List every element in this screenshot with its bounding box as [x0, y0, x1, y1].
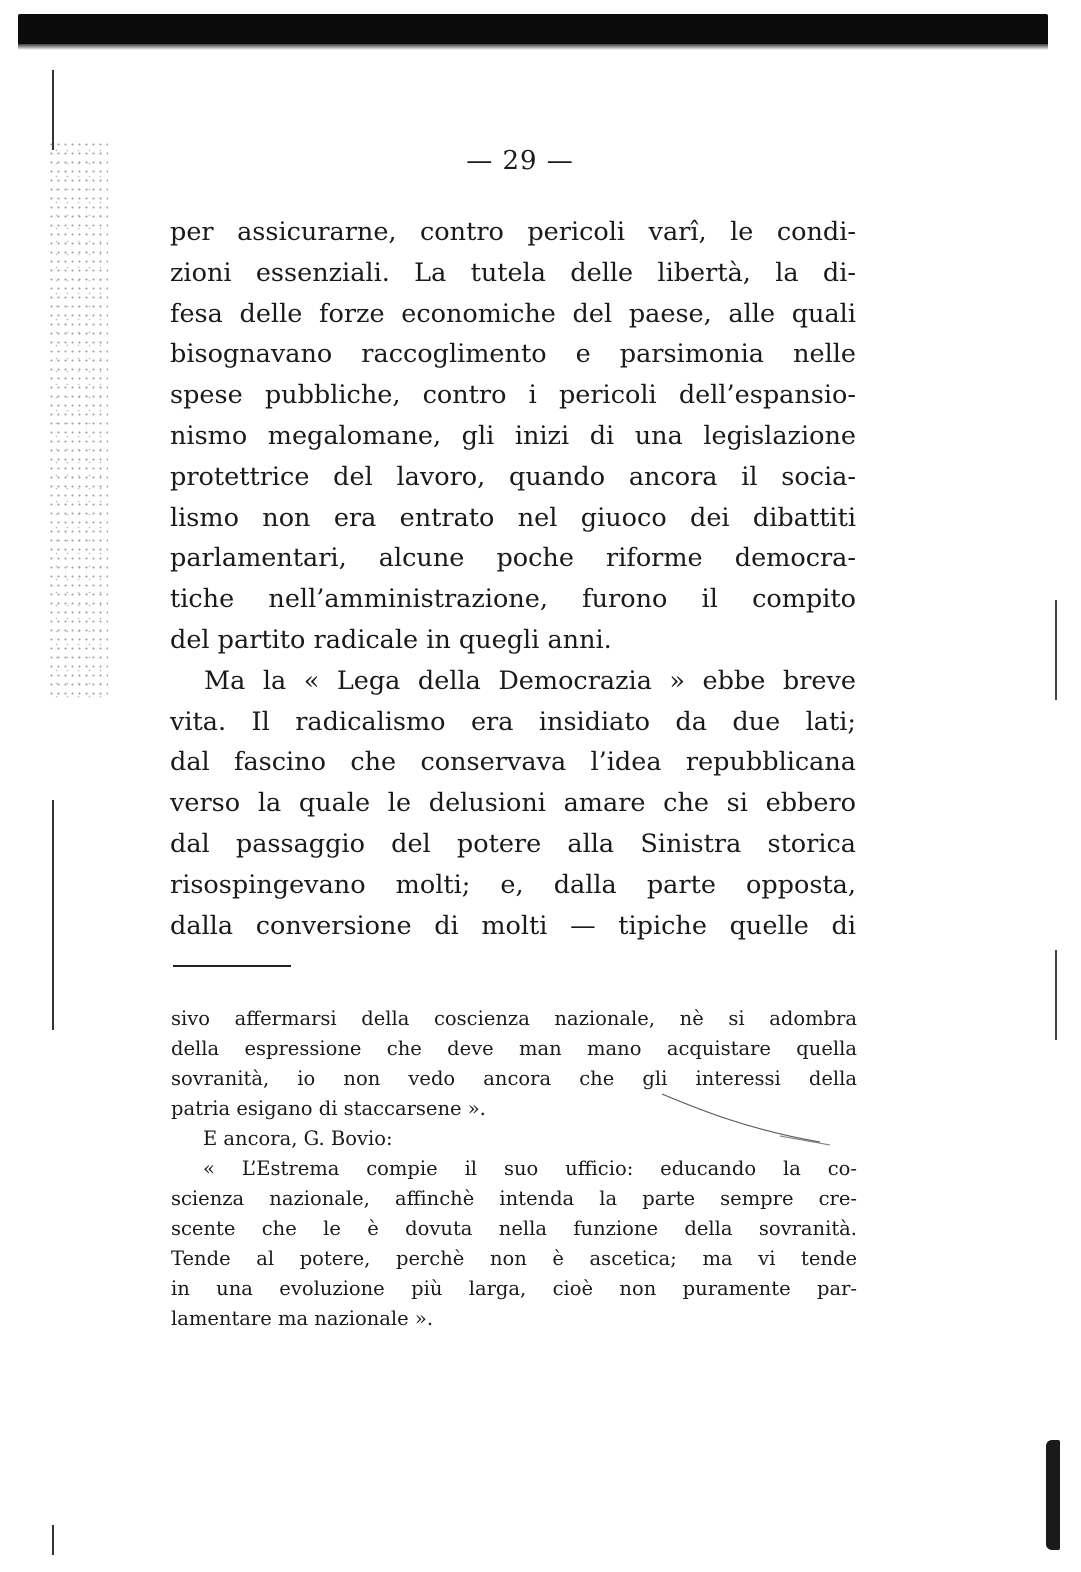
gutter-speckle — [48, 140, 108, 700]
text-line: dalla conversione di molti — tipiche quelle di — [170, 910, 856, 941]
text-line: dal fascino che conservava l’idea repubblicana — [170, 747, 856, 778]
footnote-line: scienza nazionale, affinchè intenda la parte sempre cre- — [171, 1187, 857, 1210]
footnote-line: patria esigano di staccarsene ». — [171, 1097, 486, 1120]
text-line: verso la quale le delusioni amare che si ebbero — [170, 788, 856, 819]
footnote-separator — [173, 965, 291, 967]
footnote-line: della espressione che deve man mano acquistare quella — [171, 1037, 857, 1060]
text-line: bisognavano raccoglimento e parsimonia nelle — [170, 339, 856, 370]
text-line: spese pubbliche, contro i pericoli dell’espansio- — [170, 380, 856, 411]
corner-ink-blot — [1046, 1440, 1060, 1550]
text-line: del partito radicale in quegli anni. — [170, 624, 612, 655]
text-line: tiche nell’amministrazione, furono il compito — [170, 584, 856, 615]
binding-mark-lower — [52, 800, 54, 1030]
text-line: dal passaggio del potere alla Sinistra storica — [170, 828, 856, 859]
scan-border-top — [18, 14, 1048, 46]
binding-mark-bottom — [52, 1525, 54, 1555]
text-line: parlamentari, alcune poche riforme democra- — [170, 543, 856, 574]
text-line: nismo megalomane, gli inizi di una legislazione — [170, 420, 856, 451]
footnote-line: lamentare ma nazionale ». — [171, 1307, 434, 1330]
footnote-line: Tende al potere, perchè non è ascetica; ma vi tende — [171, 1247, 857, 1270]
footnote-line: sivo affermarsi della coscienza nazionale, nè si adombra — [171, 1007, 857, 1030]
footnote-line: in una evoluzione più larga, cioè non puramente par- — [171, 1277, 857, 1300]
binding-mark-upper — [52, 70, 54, 150]
text-line: risospingevano molti; e, dalla parte opposta, — [170, 869, 856, 900]
text-line: vita. Il radicalismo era insidiato da due lati; — [170, 706, 856, 737]
page-number: — 29 — — [466, 146, 574, 176]
pencil-scribble — [660, 1090, 860, 1150]
right-edge-mark-upper — [1055, 600, 1057, 700]
text-line: protettrice del lavoro, quando ancora il socia- — [170, 461, 856, 492]
text-line: per assicurarne, contro pericoli varî, le condi- — [170, 217, 856, 247]
main-text-block — [170, 212, 856, 946]
text-line: lismo non era entrato nel giuoco dei dibattiti — [170, 502, 856, 533]
footnote-block — [171, 1004, 857, 1334]
text-line: Ma la « Lega della Democrazia » ebbe breve — [204, 665, 856, 696]
footnote-line: sovranità, io non vedo ancora che gli interessi della — [171, 1067, 857, 1090]
footnote-line: E ancora, G. Bovio: — [203, 1127, 393, 1150]
scan-border-shadow — [18, 44, 1048, 50]
footnote-line: scente che le è dovuta nella funzione della sovranità. — [171, 1217, 857, 1240]
text-line: fesa delle forze economiche del paese, alle quali — [170, 298, 856, 329]
footnote-line: « L’Estrema compie il suo ufficio: educando la co- — [203, 1157, 857, 1180]
text-line: zioni essenziali. La tutela delle libertà, la di- — [170, 257, 856, 288]
right-edge-mark-lower — [1055, 950, 1057, 1040]
